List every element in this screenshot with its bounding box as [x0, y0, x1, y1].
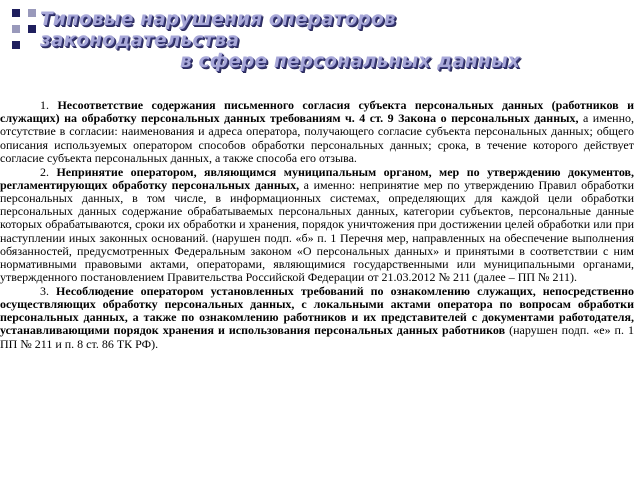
paragraph-2-number: 2.: [40, 164, 49, 179]
paragraph-2-text: а именно: непринятие мер по утверждению Правил обработки персональных данных, в том числе, в информационных системах, определяющих для каждой цели обработки персональных данных содержание обрабатываемых персональных данных, категории субъектов, персональные данные которых обрабатываются, сроки их обработки и хранения, порядок уничтожения при достижении целей обработки или при наступлении иных законных оснований. (нарушен подп. «б» п. 1 Перечня мер, направленных на обеспечение выполнения обязанностей, предусмотренных Федеральным законом «О персональных данных» и принятыми в соответствии с ним нормативными правовыми актами, операторами, являющимися государственными или муниципальными органами, утвержденного постановлением Правительства Российской Федерации от 21.03.2012 № 211 (далее – ПП № 211).: [0, 177, 634, 285]
paragraph-1-number: 1.: [40, 98, 49, 112]
decor-square-1: [12, 9, 20, 17]
paragraph-1-text: а именно, отсутствие в согласии: наименования и адреса оператора, получающего согласие субъекта персональных данных; общего описания используемых оператором способов обработки персональных данных; срока, в течение которого действует согласие субъекта персональных данных, а также способа его отзыва.: [0, 111, 634, 165]
decor-square-4: [28, 25, 36, 33]
decor-square-5: [12, 41, 20, 49]
title-line-3: в сфере персональных данных: [180, 51, 520, 72]
paragraph-3-bold: Несоблюдение оператором установленных требований по ознакомлению служащих, непосредственно осуществляющих обработку персональных данных, с локальными актами оператора по вопросам обработки персональных данных, а также по ознакомлению работников и их представителей с документами работодателя, устанавливающими порядок хранения и использования персональных данных работников: [0, 283, 634, 338]
paragraph-3-text: (нарушен подп. «е» п. 1 ПП № 211 и п. 8 ст. 86 ТК РФ).: [0, 323, 634, 351]
paragraph-2-bold: Непринятие оператором, являющимся муниципальным органом, мер по утверждению документов, регламентирующих обработку персональных данных,: [0, 164, 634, 192]
paragraph-2: [0, 166, 634, 285]
paragraph-3: [0, 285, 634, 351]
title-line-1: Типовые нарушения операторов: [40, 9, 396, 30]
paragraph-3-number: 3.: [40, 283, 49, 298]
title-line-2: законодательства: [40, 30, 240, 51]
paragraph-1-bold: Несоответствие содержания письменного согласия субъекта персональных данных (работников и служащих) на обработку персональных данных требованиям ч. 4 ст. 9 Закона о персональных данных,: [0, 98, 634, 126]
decor-square-2: [28, 9, 36, 17]
slide-body: [0, 99, 634, 351]
paragraph-1: [0, 99, 634, 165]
slide-title: [40, 9, 630, 72]
decor-square-3: [12, 25, 20, 33]
